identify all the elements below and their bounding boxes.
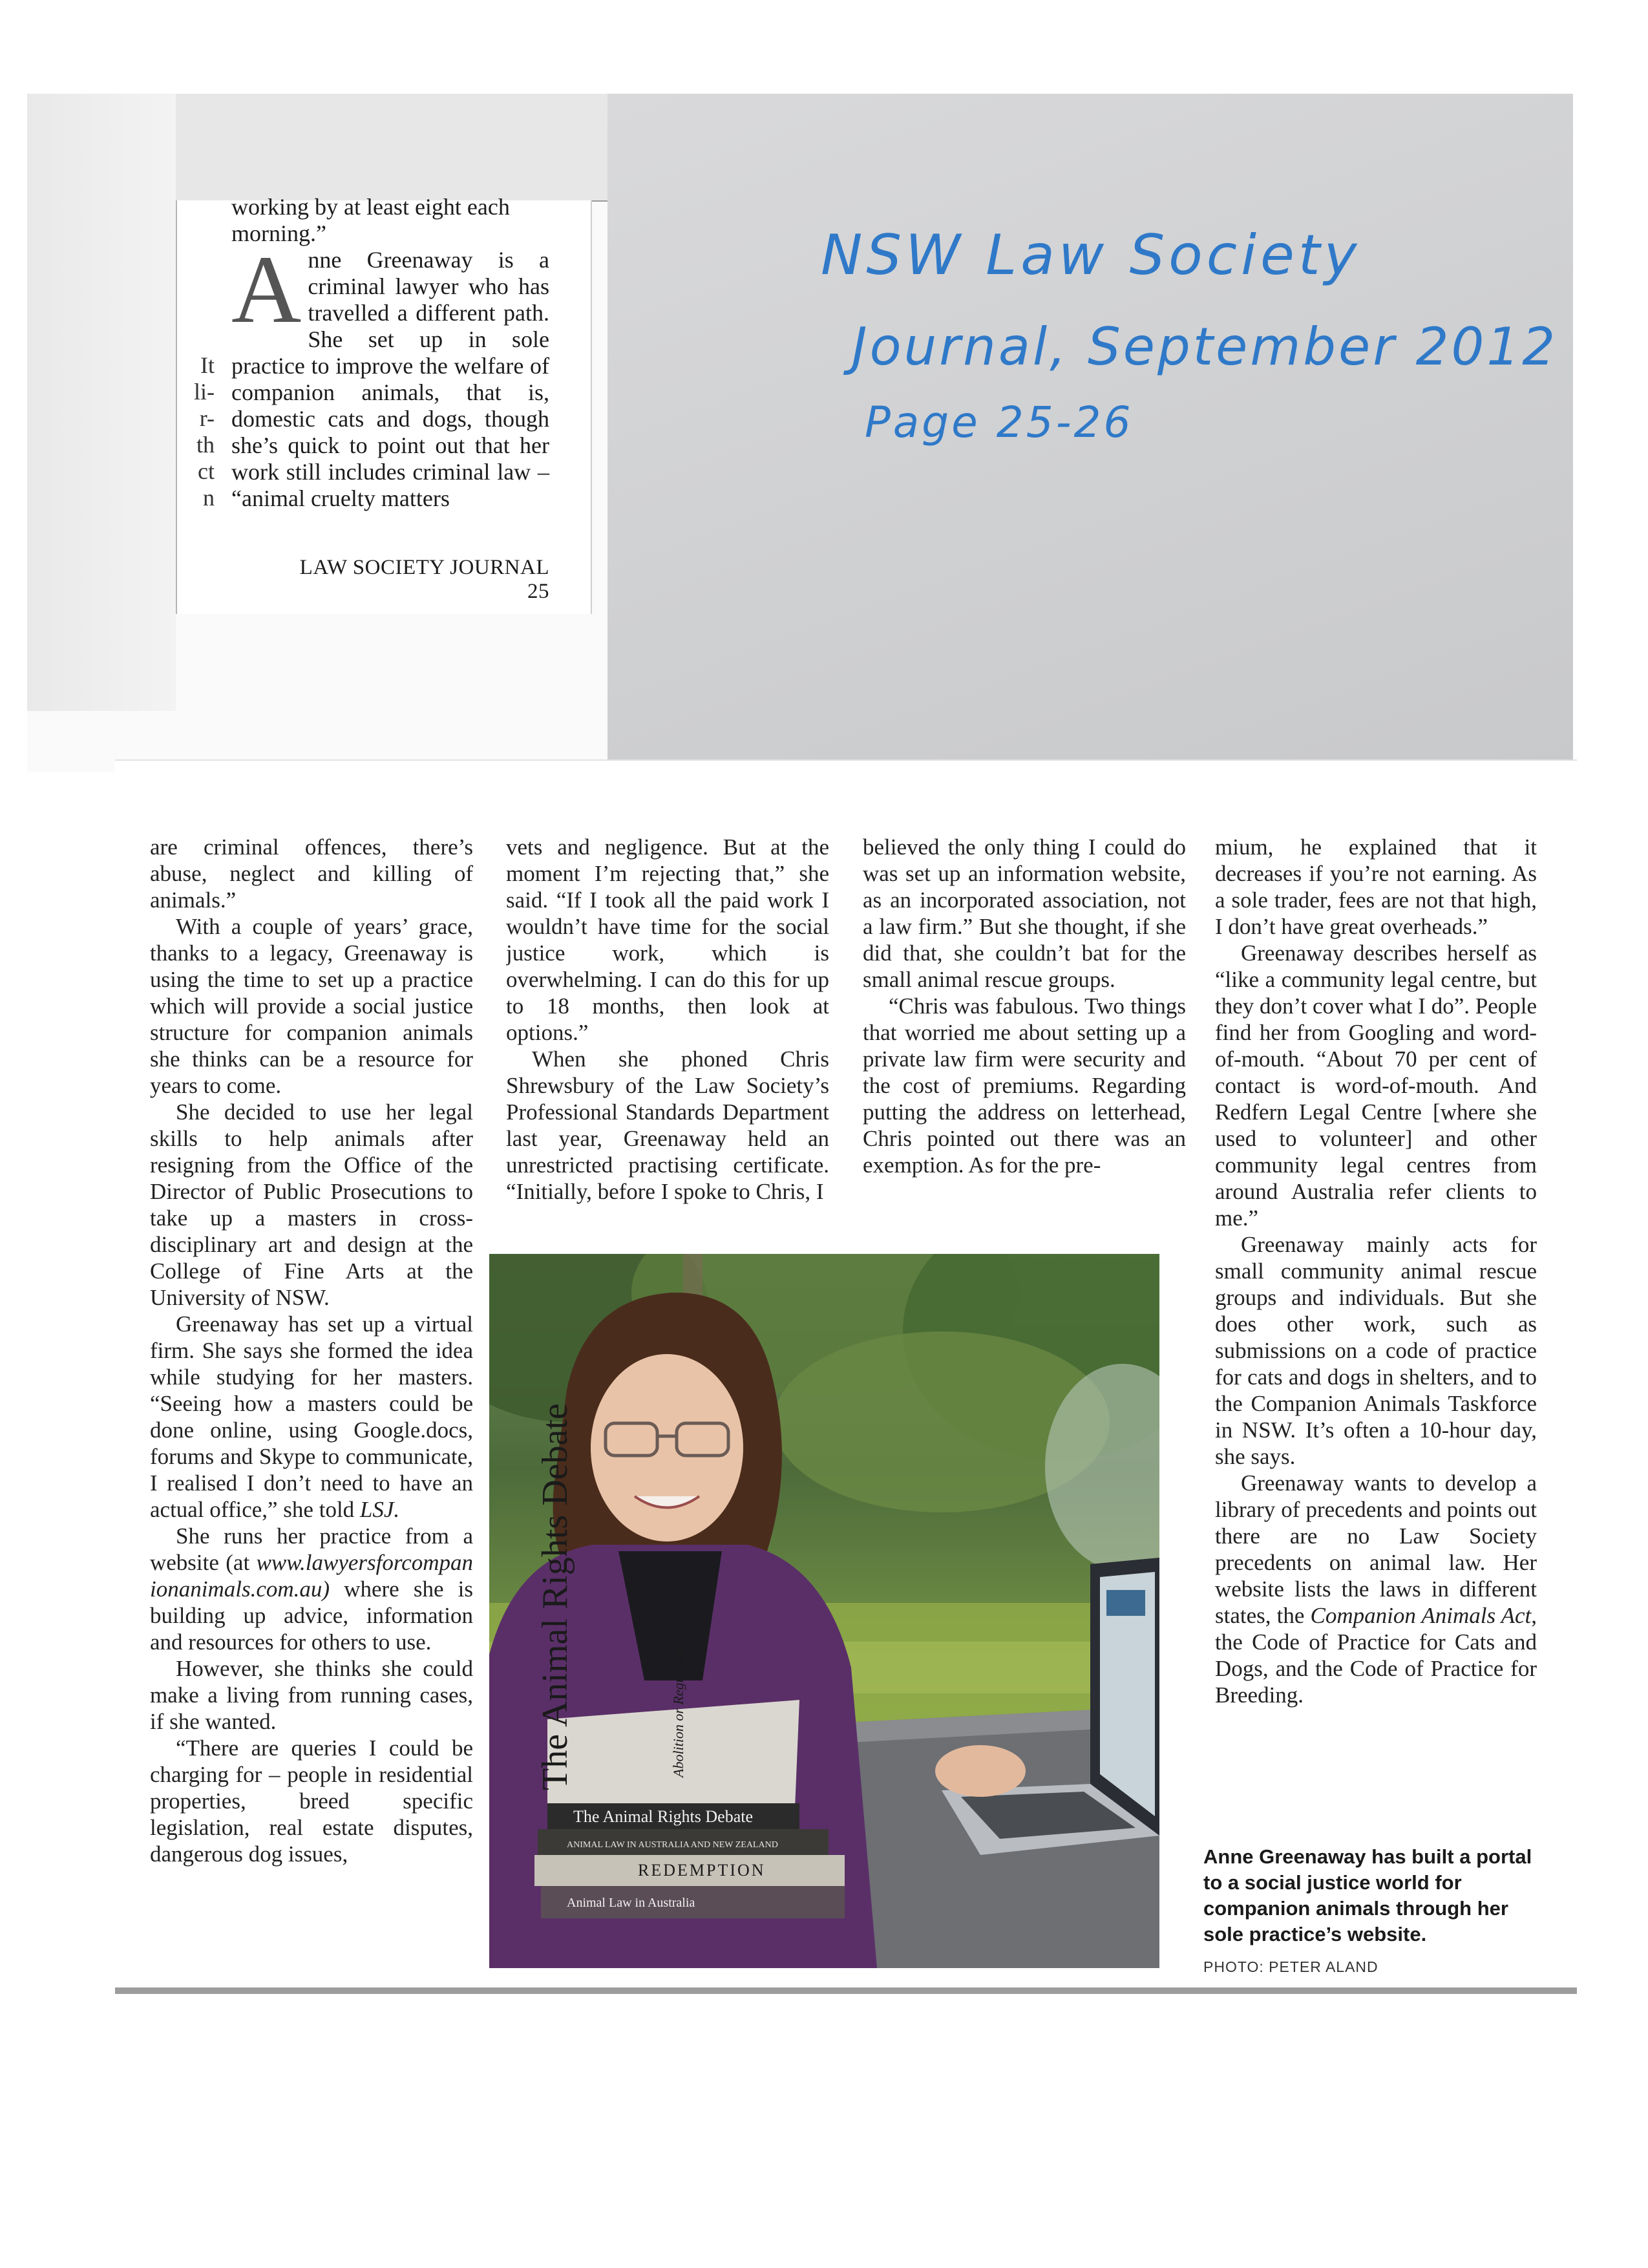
paragraph: She decided to use her legal skills to help animals after resigning from the Office of the Director of Public Prosecutions to take up a masters in cross-disciplinary art and design at the College of Fine Arts at the University of NSW.	[150, 1099, 473, 1310]
paragraph	[1215, 1470, 1537, 1708]
paragraph-text: where she is building up advice, information and resources for others to use.	[150, 1576, 473, 1655]
fragment: ct	[198, 458, 215, 484]
journal-page-footer: LAW SOCIETY JOURNAL 25	[299, 556, 549, 603]
clipping-text	[231, 194, 549, 512]
handwritten-note-line1: NSW Law Society	[821, 223, 1361, 288]
paragraph: vets and negligence. But at the moment I’m rejecting that,” she said. “If I took all the paid work I wouldn’t have time for the social justice work, which is overwhelming. I can do this for up to 18 months, then look at options.”	[506, 834, 829, 1045]
clipping-paragraph	[231, 236, 549, 512]
book-spine-4: Animal Law in Australia	[567, 1896, 695, 1910]
cut-column-fragments	[176, 352, 215, 511]
article-photo	[489, 1254, 1159, 1968]
fragment: r-	[199, 405, 215, 431]
website-address: www.lawyersforcompanionanimals.com.au)	[150, 1550, 473, 1602]
paragraph: mium, he explained that it decreases if you’re not earning. As a sole trader, fees are not that high, I don’t have great overheads.”	[1215, 834, 1537, 939]
face	[591, 1354, 743, 1542]
fragment: It	[200, 352, 215, 378]
paragraph	[150, 1523, 473, 1655]
fragment: n	[203, 485, 215, 511]
fragment: li-	[194, 379, 215, 405]
paragraph: Greenaway describes herself as “like a community legal centre, but they don’t cover what I do”. People find her from Googling and word-of-mouth. “About 70 per cent of contact is word-of-mouth. And Redfern Legal Centre [where she used to volunteer] and other community legal centres from around Australia refer clients to me.”	[1215, 940, 1537, 1231]
book-spine-3: REDEMPTION	[638, 1861, 766, 1880]
paragraph-text: Greenaway has set up a virtual firm. She says she formed the idea while studying for her masters. “Seeing how a masters could be done online, using Google.docs, forums and Skype to communicate, I realised I don’t need to have an actual office,” she told	[150, 1311, 473, 1522]
paragraph-text: She runs her practice from a website (at	[150, 1523, 473, 1575]
book-spine-2: ANIMAL LAW IN AUSTRALIA AND NEW ZEALAND	[567, 1840, 778, 1850]
paragraph: believed the only thing I could do was set up an information website, as an incorporated association, not a law firm.” But she thought, if she did that, she couldn’t bat for the small animal rescue groups.	[863, 834, 1186, 992]
photo-illustration	[489, 1254, 1159, 1968]
photo-caption: Anne Greenaway has built a portal to a social justice world for companion animals through her sole practice’s website.	[1203, 1845, 1532, 1945]
fragment: th	[196, 432, 215, 458]
paragraph: “Chris was fabulous. Two things that worried me about setting up a private law firm were security and the cost of premiums. Regarding putting the address on letterhead, Chris pointed out there was an exemption. As for the pre-	[863, 993, 1186, 1178]
photo-credit: PHOTO: PETER ALAND	[1203, 1958, 1379, 1975]
paragraph	[150, 1311, 473, 1523]
handwritten-note-line3: Page 25-26	[865, 397, 1134, 447]
article-column-4	[1215, 834, 1537, 1708]
paragraph-text: , the Code of Practice for Cats and Dogs, and the Code of Practice for Breeding.	[1215, 1603, 1537, 1708]
article-column-1	[150, 834, 473, 1867]
paragraph-text: Greenaway wants to develop a library of precedents and points out there are no Law Society precedents on animal law. Her website lists the laws in different states, the	[1215, 1470, 1537, 1628]
book-subtitle: Abolition or Regulation?	[670, 1635, 686, 1777]
drop-cap: A	[231, 236, 302, 343]
paragraph: With a couple of years’ grace, thanks to a legacy, Greenaway is using the time to set up a practice which will provide a social justice structure for companion animals she thinks can be a resource for years to come.	[150, 914, 473, 1098]
lsj-abbrev: LSJ.	[359, 1497, 400, 1522]
paragraph: are criminal offences, there’s abuse, neglect and killing of animals.”	[150, 834, 473, 913]
paragraph: Greenaway mainly acts for small community animal rescue groups and individuals. But she does other work, such as submissions on a code of practice for cats and dogs in shelters, and to the Companion Animals Taskforce in NSW. It’s often a 10-hour day, she says.	[1215, 1232, 1537, 1469]
article-column-3	[863, 834, 1186, 1235]
clipping-lead-line: working by at least eight each morning.”	[231, 194, 510, 246]
paragraph: When she phoned Chris Shrewsbury of the Law Society’s Professional Standards Department last year, Greenaway held an unrestricted practising certificate. “Initially, before I spoke to Chris, I	[506, 1046, 829, 1204]
handwritten-note-line2: Journal, September 2012	[852, 317, 1558, 377]
bottom-rule	[115, 1987, 1577, 1994]
book-title-main: The Animal Rights Debate	[535, 1403, 575, 1790]
clipping-cut-piece	[176, 94, 607, 202]
clipping-paragraph-text: nne Greenaway is a criminal lawyer who has travelled a different path. She set up in sole practice to improve the welfare of companion animals, that is, domestic cats and dogs, though she’s quick to point out that her work still includes criminal law – “animal cruelty matters	[231, 247, 549, 511]
book-spine-1: The Animal Rights Debate	[573, 1807, 754, 1826]
paragraph: However, she thinks she could make a living from running cases, if she wanted.	[150, 1656, 473, 1734]
clipping-left-strip	[27, 94, 176, 711]
article-column-2	[506, 834, 829, 1235]
hand	[935, 1745, 1026, 1797]
act-name: Companion Animals Act	[1310, 1603, 1532, 1628]
paragraph: “There are queries I could be charging for – people in residential properties, breed specific legislation, real estate disputes, dangerous dog issues,	[150, 1735, 473, 1867]
